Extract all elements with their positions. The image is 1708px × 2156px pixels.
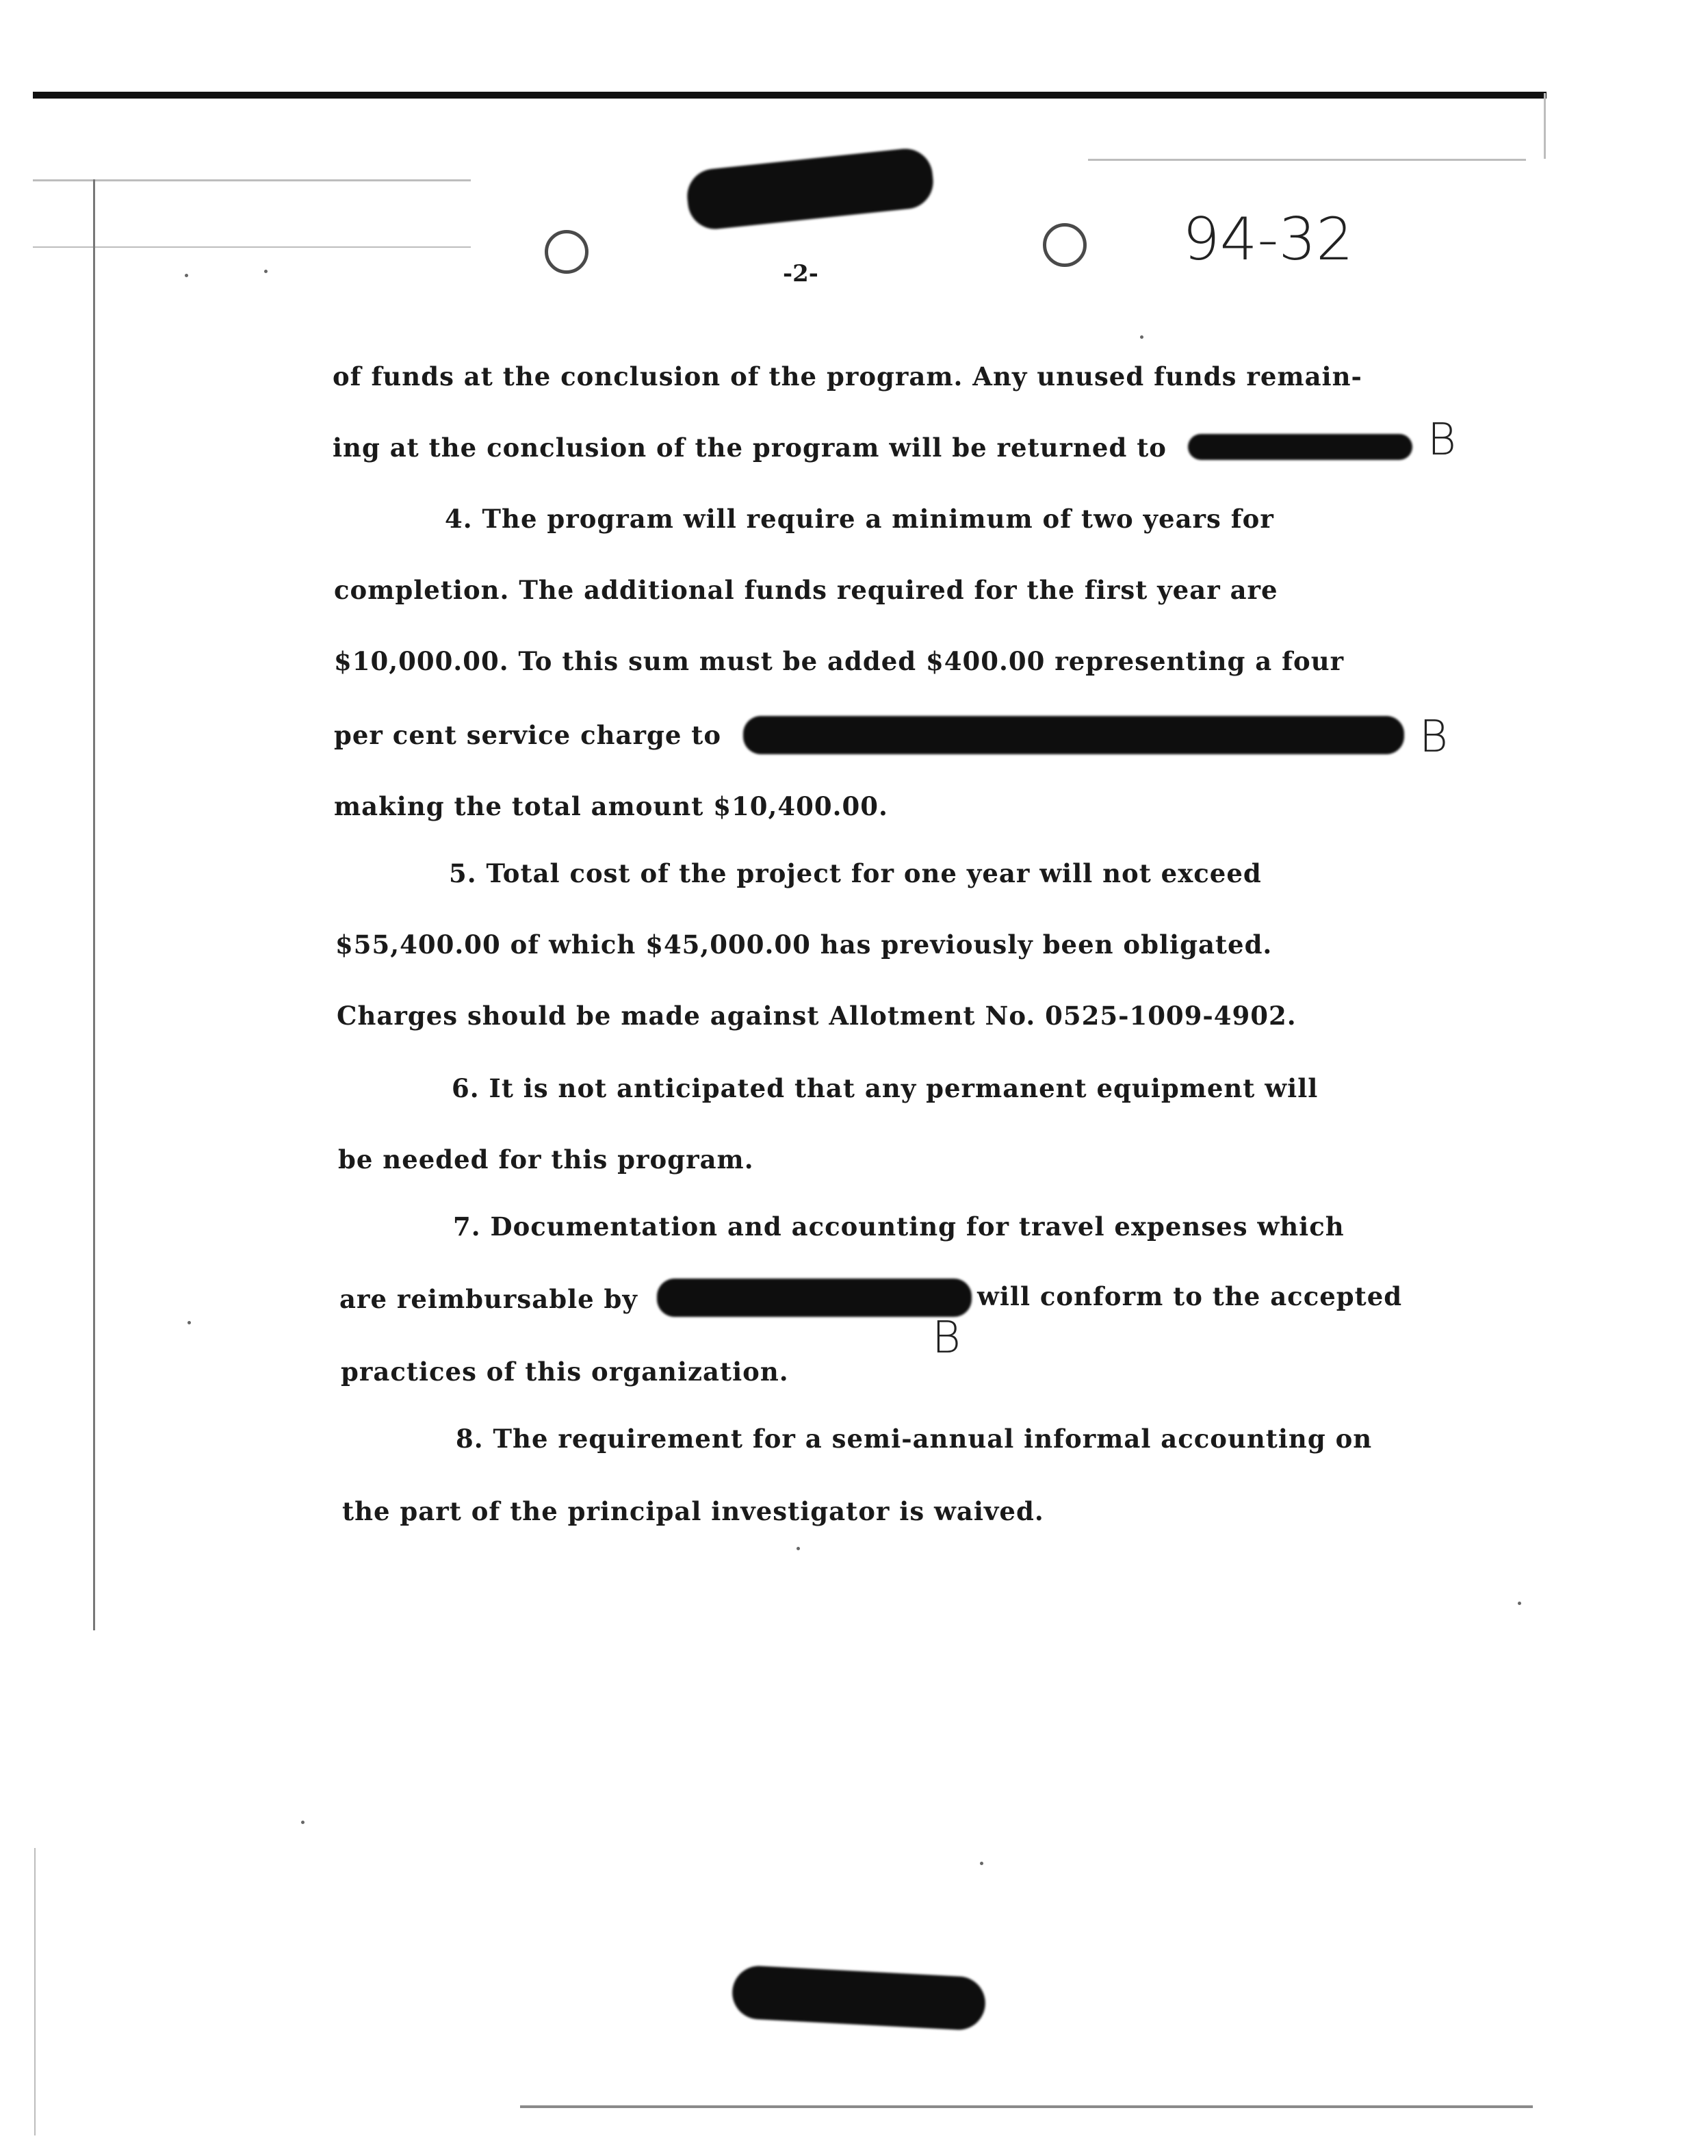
exemption-mark-b1: B <box>1427 415 1456 465</box>
text-line-10: Charges should be made against Allotment No. 0525-1009-4902. <box>337 1001 1297 1031</box>
redaction-bottom <box>731 1964 987 2031</box>
scan-speck <box>1518 1602 1521 1605</box>
text-line-11: 6. It is not anticipated that any permanent equipment will <box>452 1073 1319 1103</box>
scan-speck <box>1140 335 1143 339</box>
scan-speck <box>797 1547 800 1550</box>
page-number: -2- <box>783 260 818 287</box>
text-line-14b: will conform to the accepted <box>977 1281 1403 1311</box>
redaction-reimbursable-by <box>657 1279 972 1317</box>
header-faint-line-mid <box>33 246 471 248</box>
exemption-mark-b3: B <box>932 1313 961 1363</box>
text-line-16: 8. The requirement for a semi-annual informal accounting on <box>456 1424 1373 1454</box>
text-line-7: making the total amount $10,400.00. <box>334 791 888 821</box>
scan-speck <box>187 1321 191 1324</box>
header-faint-line-left <box>33 179 471 181</box>
redaction-service-charge <box>743 716 1404 754</box>
exemption-mark-b2: B <box>1419 712 1448 762</box>
text-line-9: $55,400.00 of which $45,000.00 has previously been obligated. <box>335 929 1273 960</box>
top-border-line <box>33 92 1547 99</box>
scan-speck <box>185 274 188 277</box>
handwritten-reference: 94-32 <box>1182 205 1354 274</box>
left-margin-line <box>93 179 95 1630</box>
text-line-13: 7. Documentation and accounting for travel expenses which <box>453 1211 1345 1242</box>
text-line-2: ing at the conclusion of the program will be returned to <box>333 433 1167 463</box>
text-line-4: completion. The additional funds required for the first year are <box>334 575 1278 605</box>
redaction-top <box>684 146 935 231</box>
text-line-3: 4. The program will require a minimum of two years for <box>445 504 1274 534</box>
punch-hole-right <box>1043 223 1087 267</box>
text-line-17: the part of the principal investigator is waived. <box>342 1496 1044 1526</box>
text-line-12: be needed for this program. <box>338 1144 754 1175</box>
text-line-1: of funds at the conclusion of the program. Any unused funds remain- <box>333 361 1362 392</box>
scan-speck <box>980 1862 983 1865</box>
text-line-15: practices of this organization. <box>341 1357 789 1387</box>
scan-speck <box>301 1821 305 1824</box>
header-faint-line-right <box>1088 159 1526 161</box>
right-border-line <box>1544 93 1546 159</box>
text-line-14a: are reimbursable by <box>339 1284 638 1314</box>
text-line-5: $10,000.00. To this sum must be added $400.00 representing a four <box>334 646 1345 676</box>
scan-speck <box>264 270 268 273</box>
text-line-8: 5. Total cost of the project for one year will not exceed <box>449 858 1262 888</box>
redaction-returned-to <box>1188 434 1412 460</box>
left-edge-line <box>34 1848 36 2135</box>
punch-hole-left <box>545 230 588 274</box>
bottom-edge-line <box>520 2105 1533 2108</box>
text-line-6: per cent service charge to <box>334 720 722 750</box>
